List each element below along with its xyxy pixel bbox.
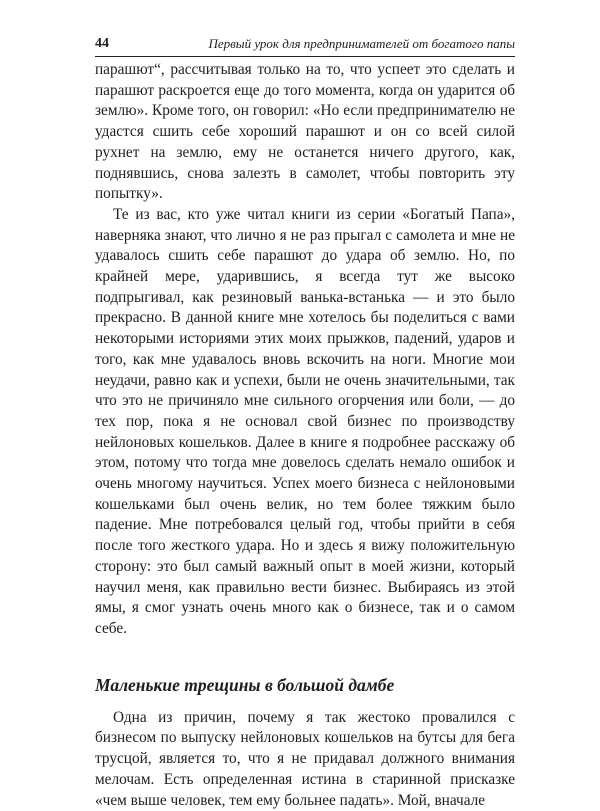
body-text	[95, 60, 515, 811]
page-header	[95, 36, 515, 57]
paragraph: Одна из причин, почему я так жестоко провалился с бизнесом по выпуску нейлоновых кошельков на бутсы для бега трусцой, является то, что я не придавал должного внимания мелочам. Есть определенная истина в старинной присказке «чем выше человек, тем ему больнее падать». Мой, вначале	[95, 708, 515, 809]
page-number: 44	[95, 36, 109, 51]
running-title: Первый урок для предпринимателей от богатого папы	[208, 36, 515, 51]
paragraph-continued: парашют“, рассчитывая только на то, что успеет это сделать и парашют раскроется еще до того момента, когда он ударится об землю». Кроме того, он говорил: «Но если предпринимателю не удастся сшить себе хороший парашют и он со всей силой рухнет на землю, ему не останется ничего другого, как, поднявшись, снова залезть в самолет, чтобы повторить эту попытку».	[95, 61, 515, 203]
section-heading: Маленькие трещины в большой дамбе	[95, 674, 395, 695]
paragraph: Те из вас, кто уже читал книги из серии «Богатый Папа», наверняка знают, что лично я не раз прыгал с самолета и мне не удавалось сшить себе парашют до удара об землю. Но, по крайней мере, ударившись, я всегда тут же высоко подпрыгивал, как резиновый ванька-встанька — и это было прекрасно. В данной книге мне хотелось бы поделиться с вами некоторыми историями этих моих прыжков, падений, ударов и того, как мне удавалось вновь вскочить на ноги. Многие мои неудачи, равно как и успехи, были не очень значительными, так что это не причиняло мне сильного огорчения или боли, — до тех пор, пока я не основал свой бизнес по производству нейлоновых кошельков. Далее в книге я подробнее расскажу об этом, потому что тогда мне довелось сделать немало ошибок и очень многому научиться. Успех моего бизнеса с нейлоновыми кошельками был очень велик, но тем более тяжким было падение. Мне потребовался целый год, чтобы прийти в себя после того жесткого удара. Но и здесь я вижу положительную сторону: это был самый важный опыт в моей жизни, который научил меня, как правильно вести бизнес. Выбираясь из этой ямы, я смог узнать очень много как о бизнесе, так и о самом себе.	[95, 205, 515, 637]
